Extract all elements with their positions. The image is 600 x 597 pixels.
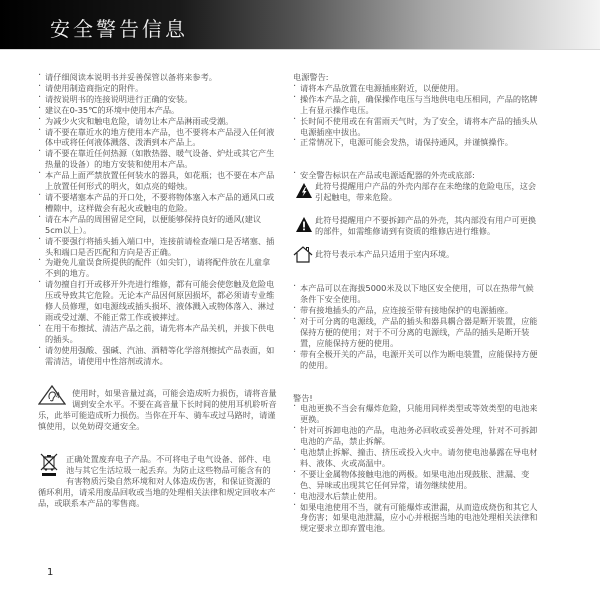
- list-item: · 在用干布擦拭、清洁产品之前，请先将本产品关机，并拔下供电的插头。: [38, 323, 278, 345]
- list-item: · 本产品可以在海拔5000米及以下地区安全使用，可以在热带气候条件下安全使用。: [293, 283, 538, 305]
- list-item: · 电池浸水后禁止使用。: [293, 491, 538, 502]
- symbol-description: 此符号提醒用户产品的外壳内部存在未绝缘的危险电压，这会引起触电，带来危险。: [315, 181, 537, 203]
- list-item: · 请仔细阅读本说明书并妥善保管以备将来参考。: [38, 72, 278, 83]
- hearing-warning: [38, 388, 278, 432]
- right-column: [293, 72, 538, 534]
- spacer: [293, 271, 538, 283]
- list-item: · 建议在0-35℃的环境中使用本产品。: [38, 105, 278, 116]
- weee-crossed-bin-icon: [40, 453, 58, 477]
- page-number: 1: [47, 567, 54, 578]
- list-item: · 请按说明书的连接说明进行正确的安装。: [38, 94, 278, 105]
- list-item: · 请勿使用强酸、强碱、汽油、酒精等化学溶剂擦拭产品表面，如需清洁，请使用中性溶剂或清水。: [38, 345, 278, 367]
- list-item: · 电池禁止拆解、撞击、挤压或投入火中。请勿使电池暴露在导电材料、液体、火或高温中。: [293, 447, 538, 469]
- power-warning-list: [293, 83, 538, 148]
- general-safety-list: [38, 72, 278, 366]
- hearing-warning-text: 使用时，如果音量过高，可能会造成听力损伤，请将音量调到安全水平。不要在高音量下长时间的使用耳机聆听音乐，此举可能造成听力损伤。当你在开车、骑车或过马路时，请谨慎使用，以免妨碍交通安全。: [38, 388, 277, 432]
- hearing-damage-icon: [38, 385, 66, 405]
- spacer: [38, 366, 278, 388]
- disposal-notice-text: 正确处置废弃电子产品。不可将电子电气设备、部件、电池与其它生活垃圾一起丢弃。为防止这些物品可能含有的有害物质污染自然环境和对人体造成伤害，和保证资源的循环利用，请采用废品回收或当地的处理相关法律和规定回收本产品，或联系本产品的零售商。: [38, 454, 276, 508]
- page-header: [0, 0, 600, 50]
- list-item: · 不要让金属物体接触电池的两极。如果电池出现鼓胀、泄漏、变色、异味或出现其它任何异常，请勿继续使用。: [293, 469, 538, 491]
- spacer: [38, 432, 278, 454]
- list-item: · 请勿擅自打开或移开外壳进行维修，都有可能会使您触及危险电压或导致其它危险。无论本产品因何原因损坏，都必须请专业维修人员修理，如电源线或插头损坏、液体溅入或物体落入、淋过雨或受过潮、不能正常工作或被摔过。: [38, 279, 278, 323]
- list-item: · 请不要在靠近水的地方使用本产品，也不要将本产品浸入任何液体中或将任何液体溅落、泼洒到本产品上。: [38, 127, 278, 149]
- list-item: · 如果电池使用不当，就有可能爆炸或泄漏，从而造成烧伤和其它人身伤害；如果电池泄漏，应小心并根据当地的电池处理相关法律和规定要求立即弃置电池。: [293, 502, 538, 535]
- list-item: · 带有全极开关的产品，电源开关可以作为断电装置，应能保持方便的使用。: [293, 349, 538, 371]
- list-item: · 请不要在靠近任何热源（如散热器、暖气设备、炉灶或其它产生热量的设备）的地方安装和使用本产品。: [38, 148, 278, 170]
- list-item: · 请使用制造商指定的附件。: [38, 83, 278, 94]
- spacer: [293, 203, 538, 215]
- list-item: · 本产品上面严禁放置任何装水的器具，如花瓶；也不要在本产品上放置任何形式的明火，如点亮的蜡烛。: [38, 170, 278, 192]
- list-item: · 请不要堵塞本产品的开口处，不要将物体塞入本产品的通风口或槽隙中，这样做会有起火或触电的危险。: [38, 192, 278, 214]
- label-intro-list: [293, 170, 538, 181]
- exclamation-warning-icon: [296, 217, 312, 235]
- battery-warning-title: 警告!: [293, 392, 313, 403]
- disposal-notice: [38, 454, 278, 509]
- list-item: · 针对可拆卸电池的产品，电池务必回收或妥善处理，针对不可拆卸电池的产品，禁止拆解。: [293, 425, 538, 447]
- label-intro: · 安全警告标识在产品或电源适配器的外壳或底部:: [293, 170, 538, 181]
- list-item: · 为减少火灾和触电危险，请勿让本产品淋雨或受潮。: [38, 116, 278, 127]
- spacer: [293, 148, 538, 170]
- house-indoor-icon: [293, 246, 313, 266]
- power-warning-title: 电源警告:: [293, 72, 329, 82]
- list-item: · 请将本产品放置在电源插座附近，以便使用。: [293, 83, 538, 94]
- list-item: · 请在本产品的周围留足空间，以便能够保持良好的通风(建议5cm以上）。: [38, 214, 278, 236]
- list-item: · 电池更换不当会有爆炸危险，只能用同样类型或等效类型的电池来更换。: [293, 403, 538, 425]
- symbol-description: 此符号表示本产品只适用于室内环境。: [315, 249, 455, 260]
- lightning-warning-icon: [296, 183, 312, 201]
- list-item: · 操作本产品之前，确保操作电压与当地供电电压相同，产品的铭牌上有显示操作电压。: [293, 94, 538, 116]
- spacer: [293, 237, 538, 249]
- left-column: [38, 72, 278, 509]
- battery-warning-list: [293, 403, 538, 534]
- list-item: · 正常情况下，电源可能会发热，请保持通风，并谨慎操作。: [293, 137, 538, 148]
- symbol-description: 此符号提醒用户不要拆卸产品的外壳，其内部没有用户可更换的部件，如需维修请到有资质的维修店进行维修。: [315, 215, 537, 237]
- usage-conditions-list: [293, 283, 538, 370]
- spacer: [293, 371, 538, 393]
- list-item: · 请不要强行将插头插入端口中，连接前请检查端口是否堵塞、插头和端口是否匹配和方向是否正确。: [38, 236, 278, 258]
- page-title: 安全警告信息: [50, 17, 188, 41]
- list-item: · 带有接地插头的产品，应连接至带有接地保护的电源插座。: [293, 305, 538, 316]
- list-item: · 对于可分离的电源线，产品的插头和器具耦合器是断开装置，应能保持方便的使用；对于不可分离的电源线，产品的插头是断开装置，应能保持方便的使用。: [293, 316, 538, 349]
- symbol-lightning: [293, 181, 538, 203]
- list-item: · 长时间不使用或在有雷雨天气时，为了安全，请将本产品的插头从电源插座中拔出。: [293, 116, 538, 138]
- symbol-indoor: [293, 249, 538, 271]
- list-item: · 为避免儿童误食所提供的配件（如尖钉），请将配件放在儿童拿不到的地方。: [38, 257, 278, 279]
- symbol-exclamation: [293, 215, 538, 237]
